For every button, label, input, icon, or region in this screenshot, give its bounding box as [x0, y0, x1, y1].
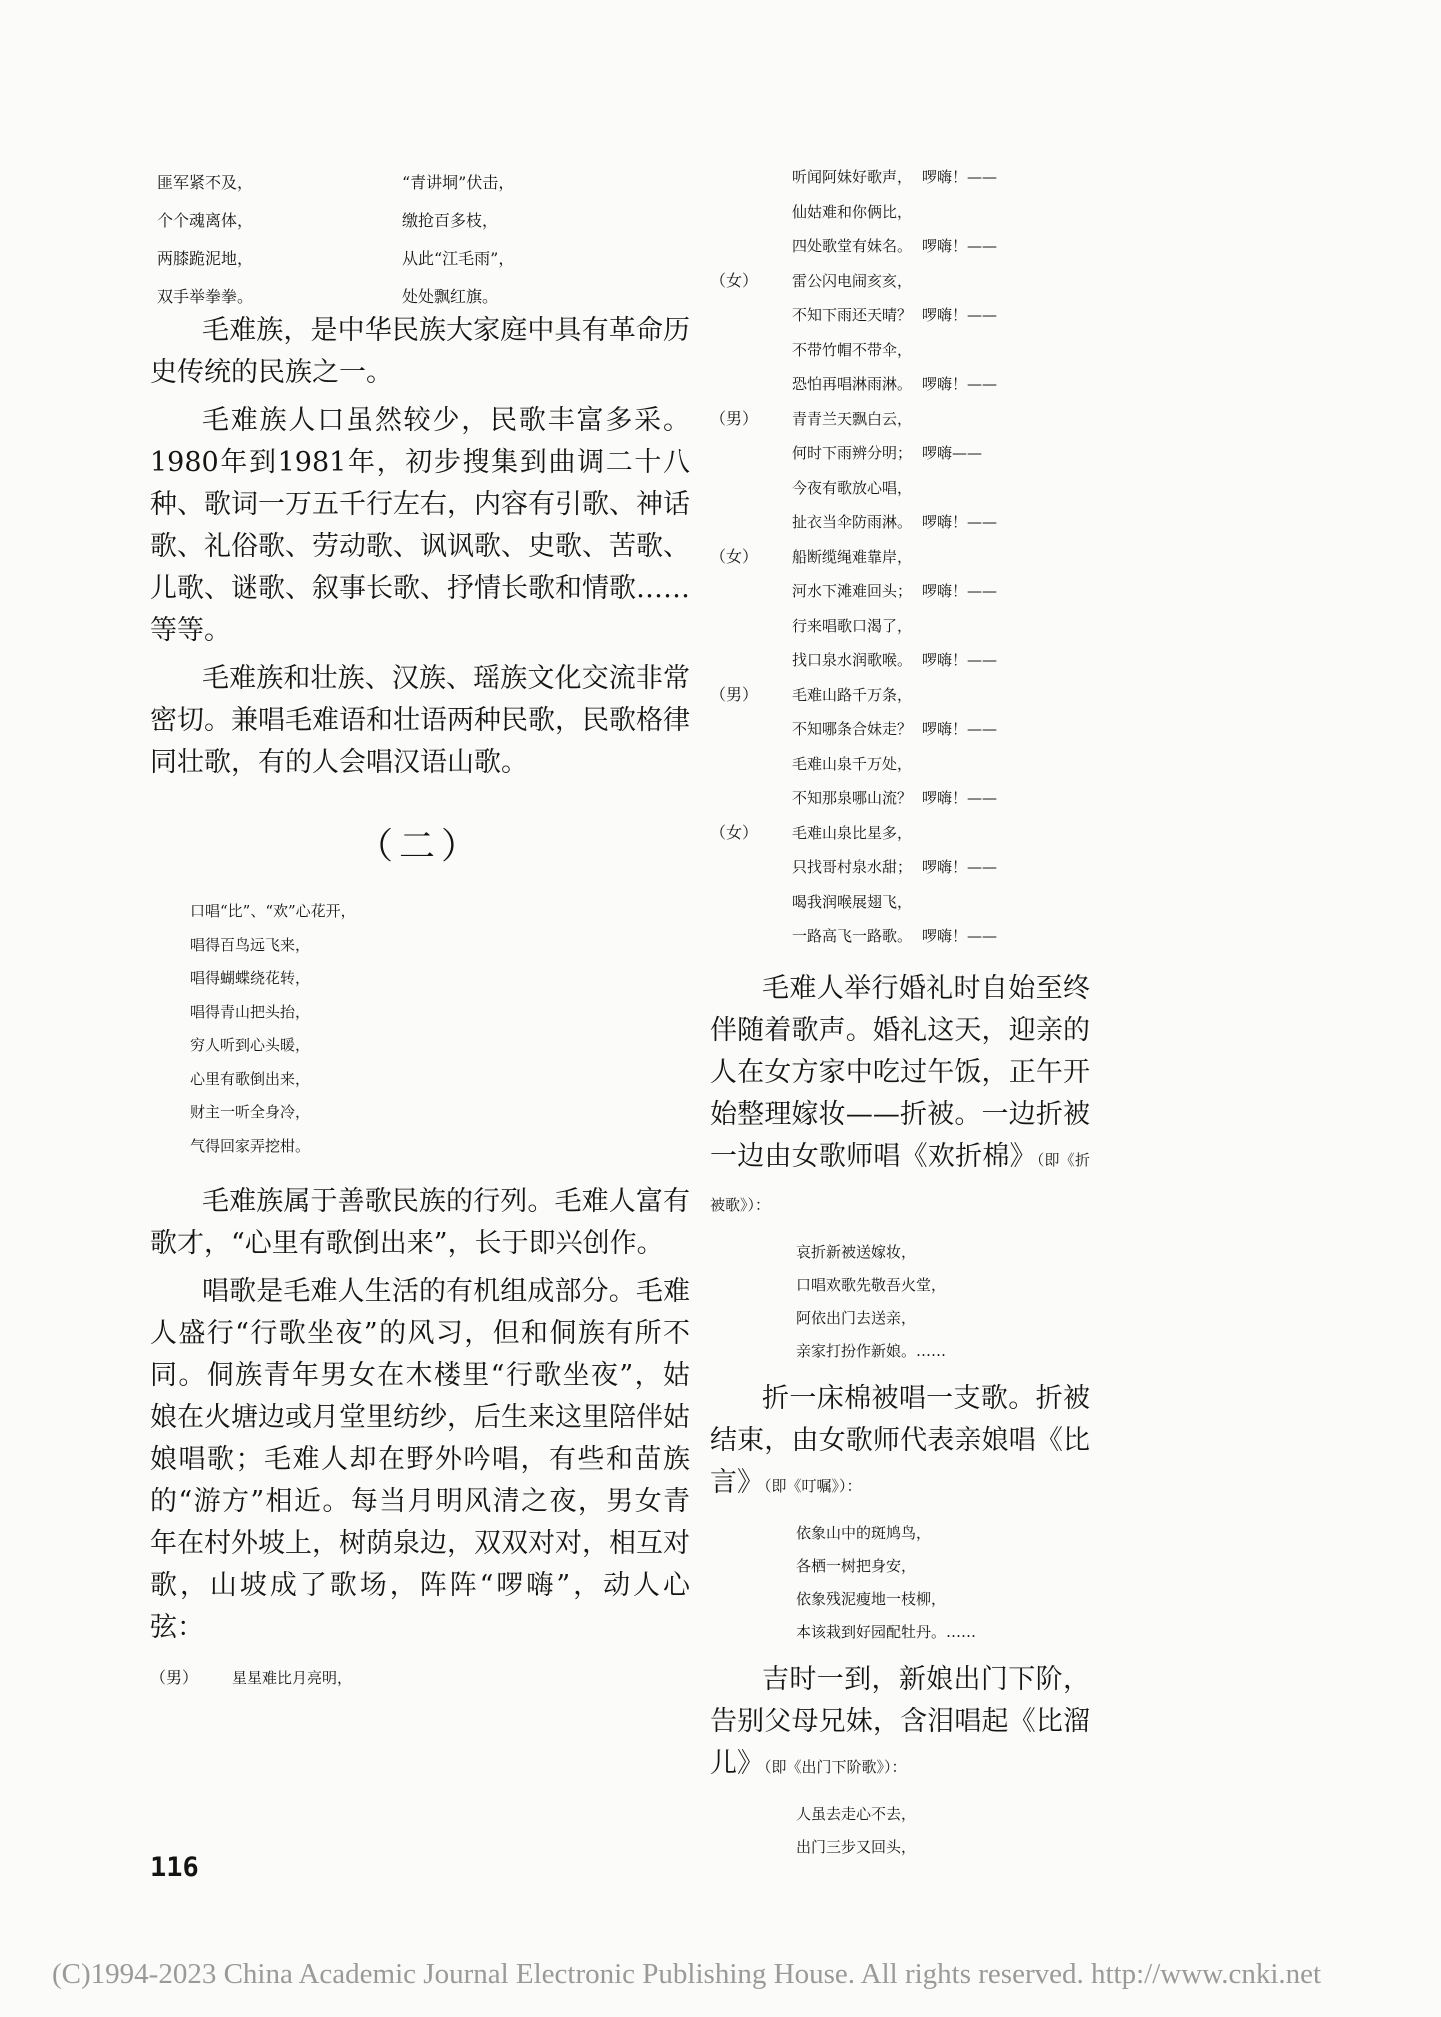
lyric: 恐怕再唱淋雨淋。	[792, 375, 913, 393]
lyric: 河水下滩难回头；	[792, 582, 913, 600]
dialogue-line	[710, 402, 1090, 437]
body-paragraph: 毛难族属于善歌民族的行列。毛难人富有歌才，“心里有歌倒出来”，长于即兴创作。	[150, 1186, 690, 1259]
dialogue-line	[710, 505, 1090, 540]
dialogue-text	[792, 333, 922, 368]
verse-line: 亲家打扮作新娘。……	[796, 1341, 947, 1360]
dialogue-line	[710, 850, 1090, 885]
dialogue-text	[792, 850, 997, 885]
dialogue-line	[710, 609, 1090, 644]
dialogue-line	[710, 643, 1090, 678]
left-column	[150, 160, 690, 1696]
verse-line: 依象山中的斑鸠鸟，	[796, 1523, 932, 1542]
speaker-label: （女）	[710, 270, 759, 290]
verse-line: 处处飘红旗。	[402, 287, 499, 306]
body-paragraph: 吉时一到，新娘出门下阶，告别父母兄妹，含泪唱起《比溜儿》（即《出门下阶歌》）：	[710, 1663, 1090, 1779]
refrain: 啰嗨！——	[922, 168, 998, 186]
refrain: 啰嗨！——	[922, 651, 998, 669]
dialogue-text	[792, 540, 922, 575]
dialogue-line	[150, 1661, 690, 1696]
body-paragraph: 毛难族和壮族、汉族、瑶族文化交流非常密切。兼唱毛难语和壮语两种民歌，民歌格律同壮歌，有的人会唱汉语山歌。	[150, 663, 690, 778]
refrain: 啰嗨！——	[922, 582, 998, 600]
dialogue-text	[792, 367, 997, 402]
lyric: 扯衣当伞防雨淋。	[792, 513, 913, 531]
dialogue-line	[710, 229, 1090, 264]
lyric: 只找哥村泉水甜；	[792, 858, 913, 876]
speaker-label: （男）	[150, 1668, 199, 1687]
dialogue-text	[792, 229, 997, 264]
lyric: 听闻阿妹好歌声，	[792, 168, 913, 186]
dialogue-line	[710, 298, 1090, 333]
dialogue-text	[792, 471, 922, 506]
dialogue-line	[710, 333, 1090, 368]
refrain: 啰嗨！——	[922, 237, 998, 255]
dialogue-line	[710, 885, 1090, 920]
dialogue-line	[710, 816, 1090, 851]
lyric: 毛难山路千万条，	[792, 685, 913, 704]
dialogue-text	[792, 505, 997, 540]
lyric: 找口泉水润歌喉。	[792, 651, 913, 669]
refrain: 啰嗨！——	[922, 858, 998, 876]
dialogue-text	[792, 781, 997, 816]
dialogue-text	[792, 609, 922, 644]
dialogue-text: 星星难比月亮明，	[232, 1669, 353, 1687]
section-number: （二）	[356, 826, 483, 867]
dialogue-line	[710, 712, 1090, 747]
dialogue-text	[792, 816, 922, 851]
verse-line: 唱得青山把头抬，	[190, 1002, 311, 1021]
verse-line: 心里有歌倒出来，	[190, 1069, 311, 1088]
verse-line: 缴抢百多枝，	[402, 211, 499, 230]
lyric: 今夜有歌放心唱，	[792, 478, 913, 497]
dialogue-text	[792, 712, 997, 747]
body-paragraph: 毛难族人口虽然较少，民歌丰富多采。1980年到1981年，初步搜集到曲调二十八种、歌词一万五千行左右，内容有引歌、神话歌、礼俗歌、劳动歌、讽讽歌、史歌、苦歌、儿歌、谜歌、叙事长歌、抒情长歌和情歌……等等。	[150, 405, 690, 646]
departure-verse	[710, 1798, 1090, 1864]
dialogue-line	[710, 160, 1090, 195]
lyric: 不知哪条合妹走？	[792, 720, 913, 738]
lyric: 毛难山泉千万处，	[792, 754, 913, 773]
verse-line: 气得回家弄挖柑。	[190, 1136, 311, 1155]
speaker-label: （女）	[710, 546, 759, 566]
dialogue-line	[710, 781, 1090, 816]
verse-line: 口唱“比”、“欢”心花开，	[190, 902, 356, 920]
dialogue-text	[792, 402, 922, 437]
antiphonal-song	[710, 160, 1090, 954]
verse-line: 各栖一树把身安，	[796, 1556, 917, 1575]
lyric: 不知那泉哪山流？	[792, 789, 913, 807]
body-paragraph: 毛难族，是中华民族大家庭中具有革命历史传统的民族之一。	[150, 315, 690, 388]
lyric: 雷公闪电闹亥亥，	[792, 271, 913, 290]
speaker-label: （男）	[710, 408, 759, 428]
page-number: 116	[150, 1852, 199, 1883]
body-paragraph: 毛难人举行婚礼时自始至终伴随着歌声。婚礼这天，迎亲的人在女方家中吃过午饭，正午开始整理嫁妆——折被。一边折被一边由女歌师唱《欢折棉》（即《折被歌》）：	[710, 972, 1090, 1214]
note: （即《出门下阶歌》）：	[764, 1757, 907, 1776]
dialogue-line	[710, 367, 1090, 402]
verse-line: 唱得百鸟远飞来，	[190, 935, 311, 954]
dialogue-line	[710, 747, 1090, 782]
note: （即《折被歌》）：	[710, 1150, 1090, 1214]
dialogue-line	[710, 471, 1090, 506]
right-column	[710, 160, 1090, 1874]
body-paragraph: 折一床棉被唱一支歌。折被结束，由女歌师代表亲娘唱《比言》（即《叮嘱》）：	[710, 1382, 1090, 1498]
refrain: 啰嗨！——	[922, 927, 998, 945]
dialogue-line	[710, 264, 1090, 299]
lyric: 船断缆绳难靠岸，	[792, 547, 913, 566]
dialogue-text	[792, 678, 922, 713]
dialogue-text	[792, 885, 922, 920]
refrain: 啰嗨——	[922, 444, 983, 462]
dialogue-text	[792, 195, 922, 230]
lyric: 青青兰天飘白云，	[792, 409, 913, 428]
refrain: 啰嗨！——	[922, 375, 998, 393]
refrain: 啰嗨！——	[922, 513, 998, 531]
body-paragraph: 唱歌是毛难人生活的有机组成部分。毛难人盛行“行歌坐夜”的风习，但和侗族有所不同。侗族青年男女在木楼里“行歌坐夜”，姑娘在火塘边或月堂里纺纱，后生来这里陪伴姑娘唱歌；毛难人却在野外吟唱，有些和苗族的“游方”相近。每当月明风清之夜，男女青年在村外坡上，树荫泉边，双双对对，相互对歌，山坡成了歌场，阵阵“啰嗨”，动人心弦：	[150, 1276, 690, 1643]
lyric: 行来唱歌口渴了，	[792, 616, 913, 635]
dialogue-text	[792, 574, 997, 609]
dialogue-text	[792, 747, 922, 782]
verse-line: 从此“江毛雨”，	[402, 249, 515, 268]
battle-verse	[150, 160, 690, 310]
dialogue-text	[792, 160, 997, 195]
dialogue-line	[710, 678, 1090, 713]
copyright-footer: (C)1994-2023 China Academic Journal Electronic Publishing House. All rights reserved. http://www.cnki.net	[52, 1958, 1322, 1990]
lyric: 不带竹帽不带伞，	[792, 340, 913, 359]
dialogue-text	[792, 436, 982, 471]
lyric: 何时下雨辨分明；	[792, 444, 913, 462]
verse-line: 阿依出门去送亲，	[796, 1308, 917, 1327]
verse-line: 匪军紧不及，	[157, 173, 254, 192]
note: （即《叮嘱》）：	[764, 1476, 862, 1495]
lyric: 仙姑难和你俩比，	[792, 202, 913, 221]
lyric: 喝我润喉展翅飞，	[792, 892, 913, 911]
verse-line: “青讲垌”伏击，	[402, 173, 515, 192]
dialogue-line	[710, 574, 1090, 609]
lyric: 一路高飞一路歌。	[792, 927, 913, 945]
dialogue-line	[710, 436, 1090, 471]
dialogue-text	[792, 264, 922, 299]
refrain: 啰嗨！——	[922, 720, 998, 738]
dialogue-text	[792, 919, 997, 954]
advice-verse	[710, 1517, 1090, 1649]
dialogue-line	[710, 195, 1090, 230]
verse-line: 双手举拳拳。	[157, 287, 254, 306]
lyric: 四处歌堂有妹名。	[792, 237, 913, 255]
verse-line: 个个魂离体，	[157, 211, 254, 230]
verse-line: 两膝跪泥地，	[157, 249, 254, 268]
verse-line: 财主一听全身冷，	[190, 1103, 311, 1121]
verse-line: 穷人听到心头暖，	[190, 1036, 311, 1054]
refrain: 啰嗨！——	[922, 306, 998, 324]
verse-line: 唱得蝴蝶绕花转，	[190, 969, 311, 987]
dialogue-text	[792, 298, 997, 333]
verse-line: 口唱欢歌先敬吾火堂，	[796, 1275, 947, 1294]
dialogue-line	[710, 919, 1090, 954]
lyric: 毛难山泉比星多，	[792, 823, 913, 842]
fold-quilt-verse	[710, 1236, 1090, 1368]
verse-line: 出门三步又回头，	[796, 1837, 917, 1856]
refrain: 啰嗨！——	[922, 789, 998, 807]
verse-line: 本该栽到好园配牡丹。……	[796, 1622, 977, 1641]
speaker-label: （男）	[710, 684, 759, 704]
dialogue-text	[792, 643, 997, 678]
speaker-label: （女）	[710, 822, 759, 842]
verse-line: 依象残泥瘦地一枝柳，	[796, 1589, 947, 1608]
dialogue-line	[710, 540, 1090, 575]
verse-line: 哀折新被送嫁妆，	[796, 1242, 917, 1261]
song-verse	[150, 895, 690, 1163]
verse-line: 人虽去走心不去，	[796, 1804, 917, 1823]
lyric: 不知下雨还天晴？	[792, 306, 913, 324]
